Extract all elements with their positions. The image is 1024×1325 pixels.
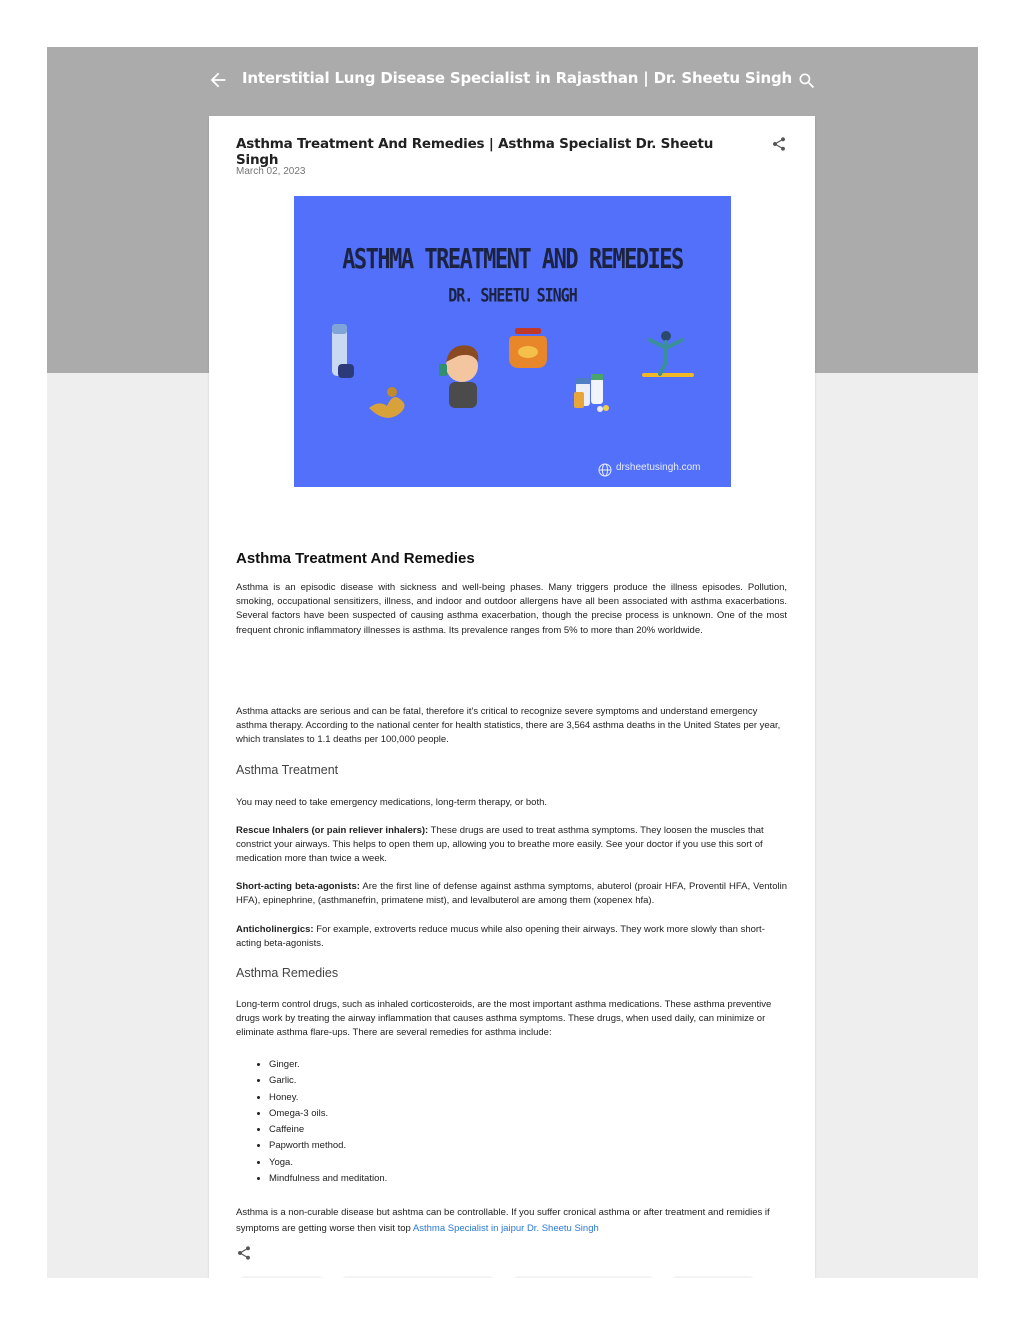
list-item: • Omega-3 oils. [269,1106,387,1122]
hero-title: ASTHMA TREATMENT AND REMEDIES [342,244,683,276]
remedies-list [236,1057,387,1187]
anticholinergics-paragraph [236,923,776,951]
search-icon [797,71,817,91]
hero-image [294,196,731,487]
beta-agonists-text: Are the first line of defense against asthma symptoms, abuterol (proair HFA, Proventil HFA, Ventolin HFA), epinephrine, (asthmanefrin, primatene mist), and levalbuterol are among them (xopenex hfa). [236,881,787,907]
treatment-heading: Asthma Treatment [236,763,339,777]
boy-inhaler-icon [439,345,478,408]
share-icon [771,136,787,152]
share-icon [236,1245,252,1261]
list-item: • Papworth method. [269,1138,387,1154]
label-chip[interactable] [509,1276,657,1278]
list-item: • Yoga. [269,1155,387,1171]
remedies-intro: Long-term control drugs, such as inhaled corticosteroids, are the most important asthma medications. These asthma preventive drugs work by treating the airway inflammation that causes asthma symptoms. These drugs, when used daily, can minimize or eliminate asthma flare-ups. There are several remedies for asthma include: [236,999,772,1039]
share-button[interactable] [771,136,789,154]
anticholinergics-label: Anticholinergics: [236,924,314,935]
remedies-heading: Asthma Remedies [236,966,339,980]
rescue-inhalers-label: Rescue Inhalers (or pain reliever inhalers): [236,825,429,836]
hero-illustration [294,196,731,487]
list-item: • Mindfulness and meditation. [269,1171,387,1187]
post-card [209,116,815,1278]
label-chip[interactable] [338,1276,498,1278]
honey-jar-icon [509,328,547,368]
specialist-link[interactable]: Asthma Specialist in jaipur Dr. Sheetu Singh [412,1223,599,1234]
anticholinergics-text: For example, extroverts reduce mucus while also opening their airways. They work more slowly than short-acting beta-agonists. [236,924,765,950]
medicine-bottles-icon [574,374,609,412]
arrow-left-icon [207,69,229,91]
yoga-figure-icon [642,331,694,377]
inhaler-icon [332,324,354,378]
list-item: • Caffeine [269,1122,387,1138]
list-item: • Garlic. [269,1073,387,1089]
list-item: • Ginger. [269,1057,387,1073]
hero-subtitle: DR. SHEETU SINGH [448,284,577,307]
rescue-inhalers-text: These drugs are used to treat asthma symptoms. They loosen the muscles that constrict your airways. This helps to open them up, allowing you to breathe more easily. See your doctor if you use this sort of medication more than twice a week. [236,825,764,865]
list-item: • Honey. [269,1090,387,1106]
post-date: March 02, 2023 [236,166,306,177]
beta-agonists-label: Short-acting beta-agonists: [236,881,360,892]
search-button[interactable] [797,71,819,93]
label-chip[interactable] [668,1276,758,1278]
top-bar [47,47,978,115]
section-intro-paragraph: Asthma attacks are serious and can be fatal, therefore it's critical to recognize severe symptoms and understand emergency asthma therapy. According to the national center for health statistics, there are 3,564 asthma deaths in the United States per year, which translates to 1.1 deaths per 100,000 people. [236,706,781,746]
post-title: Asthma Treatment And Remedies | Asthma Specialist Dr. Sheetu Singh [236,136,714,168]
blog-title-link[interactable]: Interstitial Lung Disease Specialist in Rajasthan | Dr. Sheetu Singh [242,69,792,87]
treatment-intro: You may need to take emergency medications, long-term therapy, or both. [236,797,548,808]
beta-agonists-paragraph [236,880,787,908]
label-chip[interactable] [236,1276,328,1278]
intro-paragraph: Asthma is an episodic disease with sickness and well-being phases. Many triggers produce the illness episodes. Pollution, smoking, occupational sensitizers, illness, and indoor and outdoor allergens have all been associated with asthma exacerbations. Several factors have been suspected of causing asthma exacerbation, though the precise process is unknown. One of the most frequent chronic inflammatory illnesses is asthma. Its prevalence ranges from 5% to more than 20% worldwide. [236,582,787,636]
back-button[interactable] [207,69,229,91]
rescue-inhalers-paragraph [236,824,787,867]
closing-text: Asthma is a non-curable disease but ashtma can be controllable. If you suffer cronical asthma or after treatment and remidies if symptoms are getting worse then visit top [236,1207,770,1234]
ginger-icon [369,387,405,418]
page-frame [47,47,978,1278]
share-button-bottom[interactable] [236,1245,254,1263]
section-heading: Asthma Treatment And Remedies [236,550,475,567]
closing-paragraph [236,1205,776,1237]
globe-icon [598,463,612,477]
hero-site-text: drsheetusingh.com [616,462,701,473]
